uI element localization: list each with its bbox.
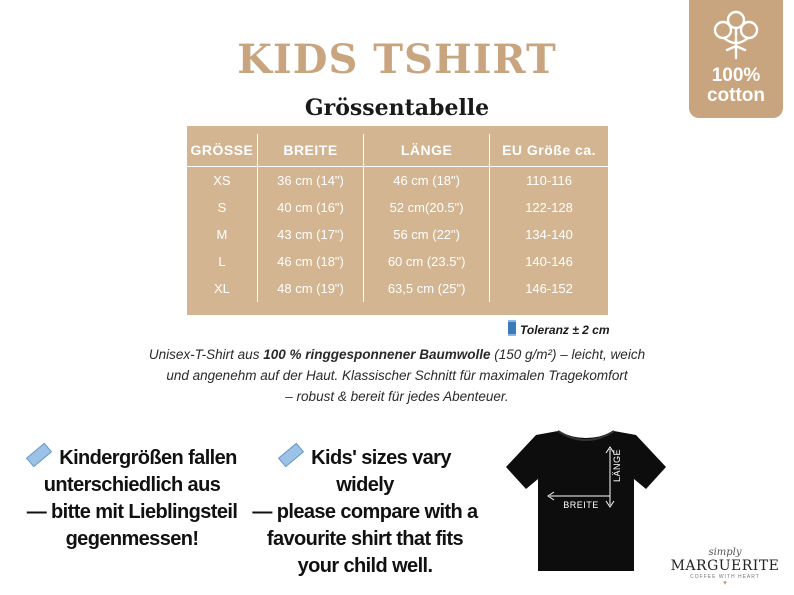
table-row [187,194,608,221]
note-en-line2: — please compare with a [252,501,478,523]
description-line2: und angenehm auf der Haut. Klassischer Schnitt für maximalen Tragekomfort [166,368,628,383]
note-german [22,445,242,553]
brand-logo [660,548,790,588]
cell-size: L [218,254,226,269]
note-en-line1: Kids' sizes vary widely [311,447,451,496]
table-header-row [187,134,608,167]
cell-width: 40 cm (16") [257,194,363,221]
product-description [140,344,654,407]
description-line1-rest: (150 g/m²) – leicht, weich [490,347,646,362]
note-en-line4: your child well. [297,555,433,577]
size-table [187,126,608,315]
cell-eu-size: 140-146 [490,248,608,275]
description-pre: Unisex-T-Shirt aus [148,347,264,362]
note-en-line3: favourite shirt that fits [266,528,464,550]
description-line3: – robust & bereit für jedes Abenteuer. [285,389,509,404]
cell-eu-size: 146-152 [490,275,608,302]
badge-material: cotton [706,85,766,106]
width-label: BREITE [563,500,599,510]
cell-eu-size: 122-128 [490,194,608,221]
badge-percent: 100% [711,65,761,86]
cell-length: 52 cm(20.5") [364,194,490,221]
logo-brand: MARGUERITE [670,558,780,574]
thread-spool-icon [508,320,516,336]
cell-eu-size: 110-116 [490,167,608,195]
table-row [187,167,608,195]
cell-size: XL [213,281,230,296]
description-bold: 100 % ringgesponnener Baumwolle [263,347,491,362]
size-chart-heading: Grössentabelle [304,95,490,121]
table-row [187,248,608,275]
cell-size: M [216,227,228,242]
header-width: BREITE [257,134,363,167]
page-title: KIDS TSHIRT [237,36,557,83]
note-english [250,445,480,580]
ruler-icon [26,443,52,468]
note-de-line2: unterschiedlich aus [43,474,221,496]
cell-eu-size: 134-140 [490,221,608,248]
cell-width: 43 cm (17") [257,221,363,248]
note-de-line1: Kindergrößen fallen [59,447,237,469]
cotton-flower-icon [711,8,761,62]
tolerance-note [508,320,610,337]
cell-size: S [217,200,227,215]
note-de-line3: — bitte mit Lieblingsteil [26,501,238,523]
cell-width: 48 cm (19") [257,275,363,302]
logo-script: simply [708,547,742,558]
heart-icon: ♥ [722,580,728,587]
length-label: LÄNGE [612,448,622,482]
table-row [187,275,608,302]
logo-tagline: COFFEE WITH HEART [690,574,760,580]
cell-length: 60 cm (23.5") [364,248,490,275]
header-length: LÄNGE [364,134,490,167]
cell-length: 46 cm (18") [364,167,490,195]
header-eu-size: EU Größe ca. [490,134,608,167]
cell-length: 56 cm (22") [364,221,490,248]
tolerance-text: Toleranz ± 2 cm [520,323,610,337]
header-size: GRÖSSE [190,142,254,158]
note-de-line4: gegenmessen! [65,528,199,550]
table-row [187,221,608,248]
cell-width: 36 cm (14") [257,167,363,195]
ruler-icon [278,443,304,468]
cell-length: 63,5 cm (25") [364,275,490,302]
cell-width: 46 cm (18") [257,248,363,275]
cell-size: XS [213,173,231,188]
